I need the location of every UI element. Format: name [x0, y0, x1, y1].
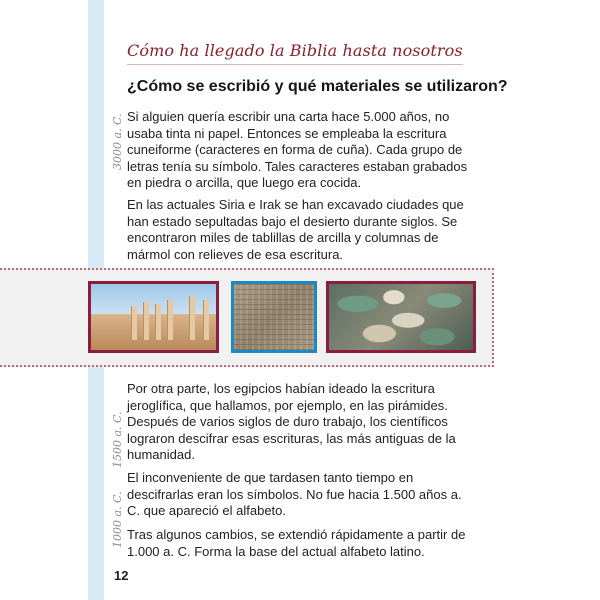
paragraph-cuneiform: Si alguien quería escribir una carta hace 5.000 años, no usaba tinta ni papel. Entonces se empleaba la escritura cuneiforme (caracteres en forma de cuña). Cada grupo de letras tenía su símbolo. Tales caracteres estaban grabados en piedra o arcilla, que luego era cocida.	[127, 109, 468, 190]
paragraph-alphabet: El inconveniente de que tardasen tanto tiempo en descifrarlas eran los símbolos. No fue hacia 1.500 años a. C. que apareció el alfabeto.	[127, 470, 462, 518]
timeline-label-1500: 1500 a. C.	[111, 411, 124, 468]
page-number: 12	[114, 568, 129, 583]
ruins-photo	[88, 281, 219, 353]
paragraph-latin-alphabet: Tras algunos cambios, se extendió rápidamente a partir de 1.000 a. C. Forma la base del actual alfabeto latino.	[127, 527, 466, 559]
heading-divider	[127, 64, 463, 65]
timeline-label-1000: 1000 a. C.	[111, 491, 124, 548]
pottery-shards-photo	[326, 281, 476, 353]
timeline-label-3000: 3000 a. C.	[111, 113, 124, 170]
cuneiform-tablet-photo	[231, 281, 317, 353]
paragraph-excavations: En las actuales Siria e Irak se han excavado ciudades que han estado sepultadas bajo el desierto durante siglos. Se encontraron miles de tablillas de arcilla y columnas de mármol con relieves de esa escritura.	[127, 197, 464, 262]
chapter-title: Cómo ha llegado la Biblia hasta nosotros	[127, 41, 463, 60]
paragraph-hieroglyphs: Por otra parte, los egipcios habían ideado la escritura jeroglífica, que hallamos, por ejemplo, en las pirámides. Después de varios siglos de duro trabajo, los científicos lograron descifrar esas escrituras, las más antiguas de la humanidad.	[127, 381, 456, 462]
section-title: ¿Cómo se escribió y qué materiales se utilizaron?	[127, 78, 508, 95]
